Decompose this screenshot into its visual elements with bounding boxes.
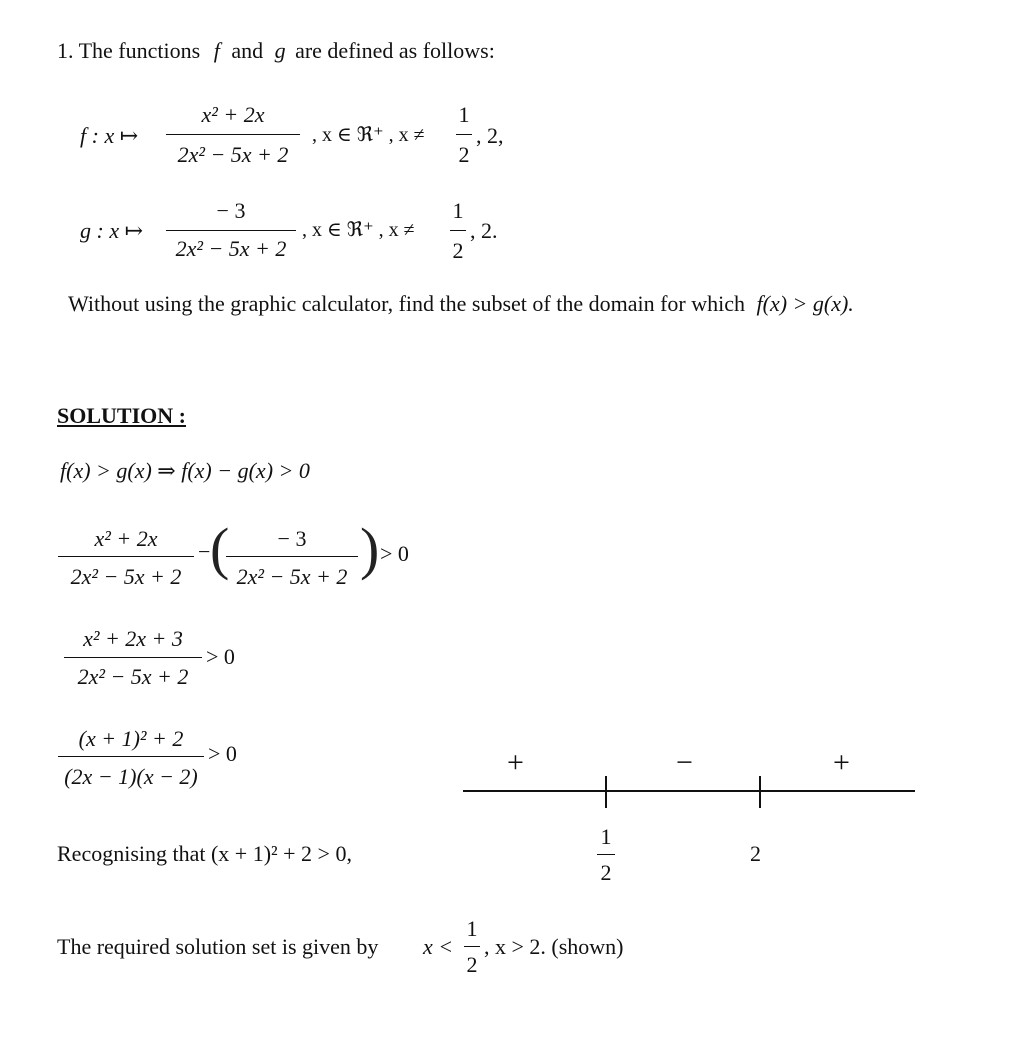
conclusion-text: The required solution set is given by xyxy=(57,934,379,959)
g-half: 1 2 xyxy=(450,200,466,264)
f-denominator: 2x² − 5x + 2 xyxy=(177,142,289,167)
f-numerator: x² + 2x xyxy=(201,102,265,127)
f-tail: , 2, xyxy=(476,123,504,148)
f-map: f : x ↦ xyxy=(80,123,139,148)
step4-rhs: > 0 xyxy=(208,741,237,766)
conclusion-x-lt: x < xyxy=(423,934,454,959)
g-tail: , 2. xyxy=(470,218,498,243)
step3-rhs: > 0 xyxy=(206,644,235,669)
f-half: 1 2 xyxy=(456,104,472,168)
left-paren: ( xyxy=(210,516,230,581)
conclusion-tail: , x > 2. (shown) xyxy=(484,934,624,959)
label-two: 2 xyxy=(750,841,761,866)
solution-heading: SOLUTION : xyxy=(57,403,186,428)
conclusion-half: 1 2 xyxy=(464,918,480,980)
task-line: Without using the graphic calculator, find the subset of the domain for which f(x) > g(x). xyxy=(68,291,854,316)
step2-rhs: > 0 xyxy=(380,541,409,566)
step3-fraction: x² + 2x + 3 2x² − 5x + 2 xyxy=(64,628,202,692)
step2-minus: − xyxy=(198,539,211,564)
tick-half xyxy=(605,776,607,808)
g-denominator: 2x² − 5x + 2 xyxy=(175,236,287,261)
g-numerator: − 3 xyxy=(216,198,246,223)
sign-plus-left: + xyxy=(507,746,524,779)
recognising-line: Recognising that (x + 1)² + 2 > 0, xyxy=(57,841,352,866)
g-domain: , x ∈ ℜ⁺ , x ≠ xyxy=(302,219,415,241)
label-half: 1 2 xyxy=(597,826,615,886)
f-fraction xyxy=(166,104,300,168)
right-paren: ) xyxy=(360,516,380,581)
step2-fraction-2: − 3 2x² − 5x + 2 xyxy=(226,528,358,592)
question-intro: 1. The functions f and g are defined as follows: xyxy=(57,38,495,63)
tick-two xyxy=(759,776,761,808)
step2-fraction-1: x² + 2x 2x² − 5x + 2 xyxy=(58,528,194,592)
step4-fraction: (x + 1)² + 2 (2x − 1)(x − 2) xyxy=(58,728,204,792)
number-line xyxy=(463,790,915,792)
g-fraction xyxy=(166,200,296,264)
sign-minus-middle: − xyxy=(676,746,693,779)
step1: f(x) > g(x) ⇒ f(x) − g(x) > 0 xyxy=(60,458,310,483)
sign-plus-right: + xyxy=(833,746,850,779)
g-map: g : x ↦ xyxy=(80,218,144,243)
f-domain: , x ∈ ℜ⁺ , x ≠ xyxy=(312,124,425,146)
